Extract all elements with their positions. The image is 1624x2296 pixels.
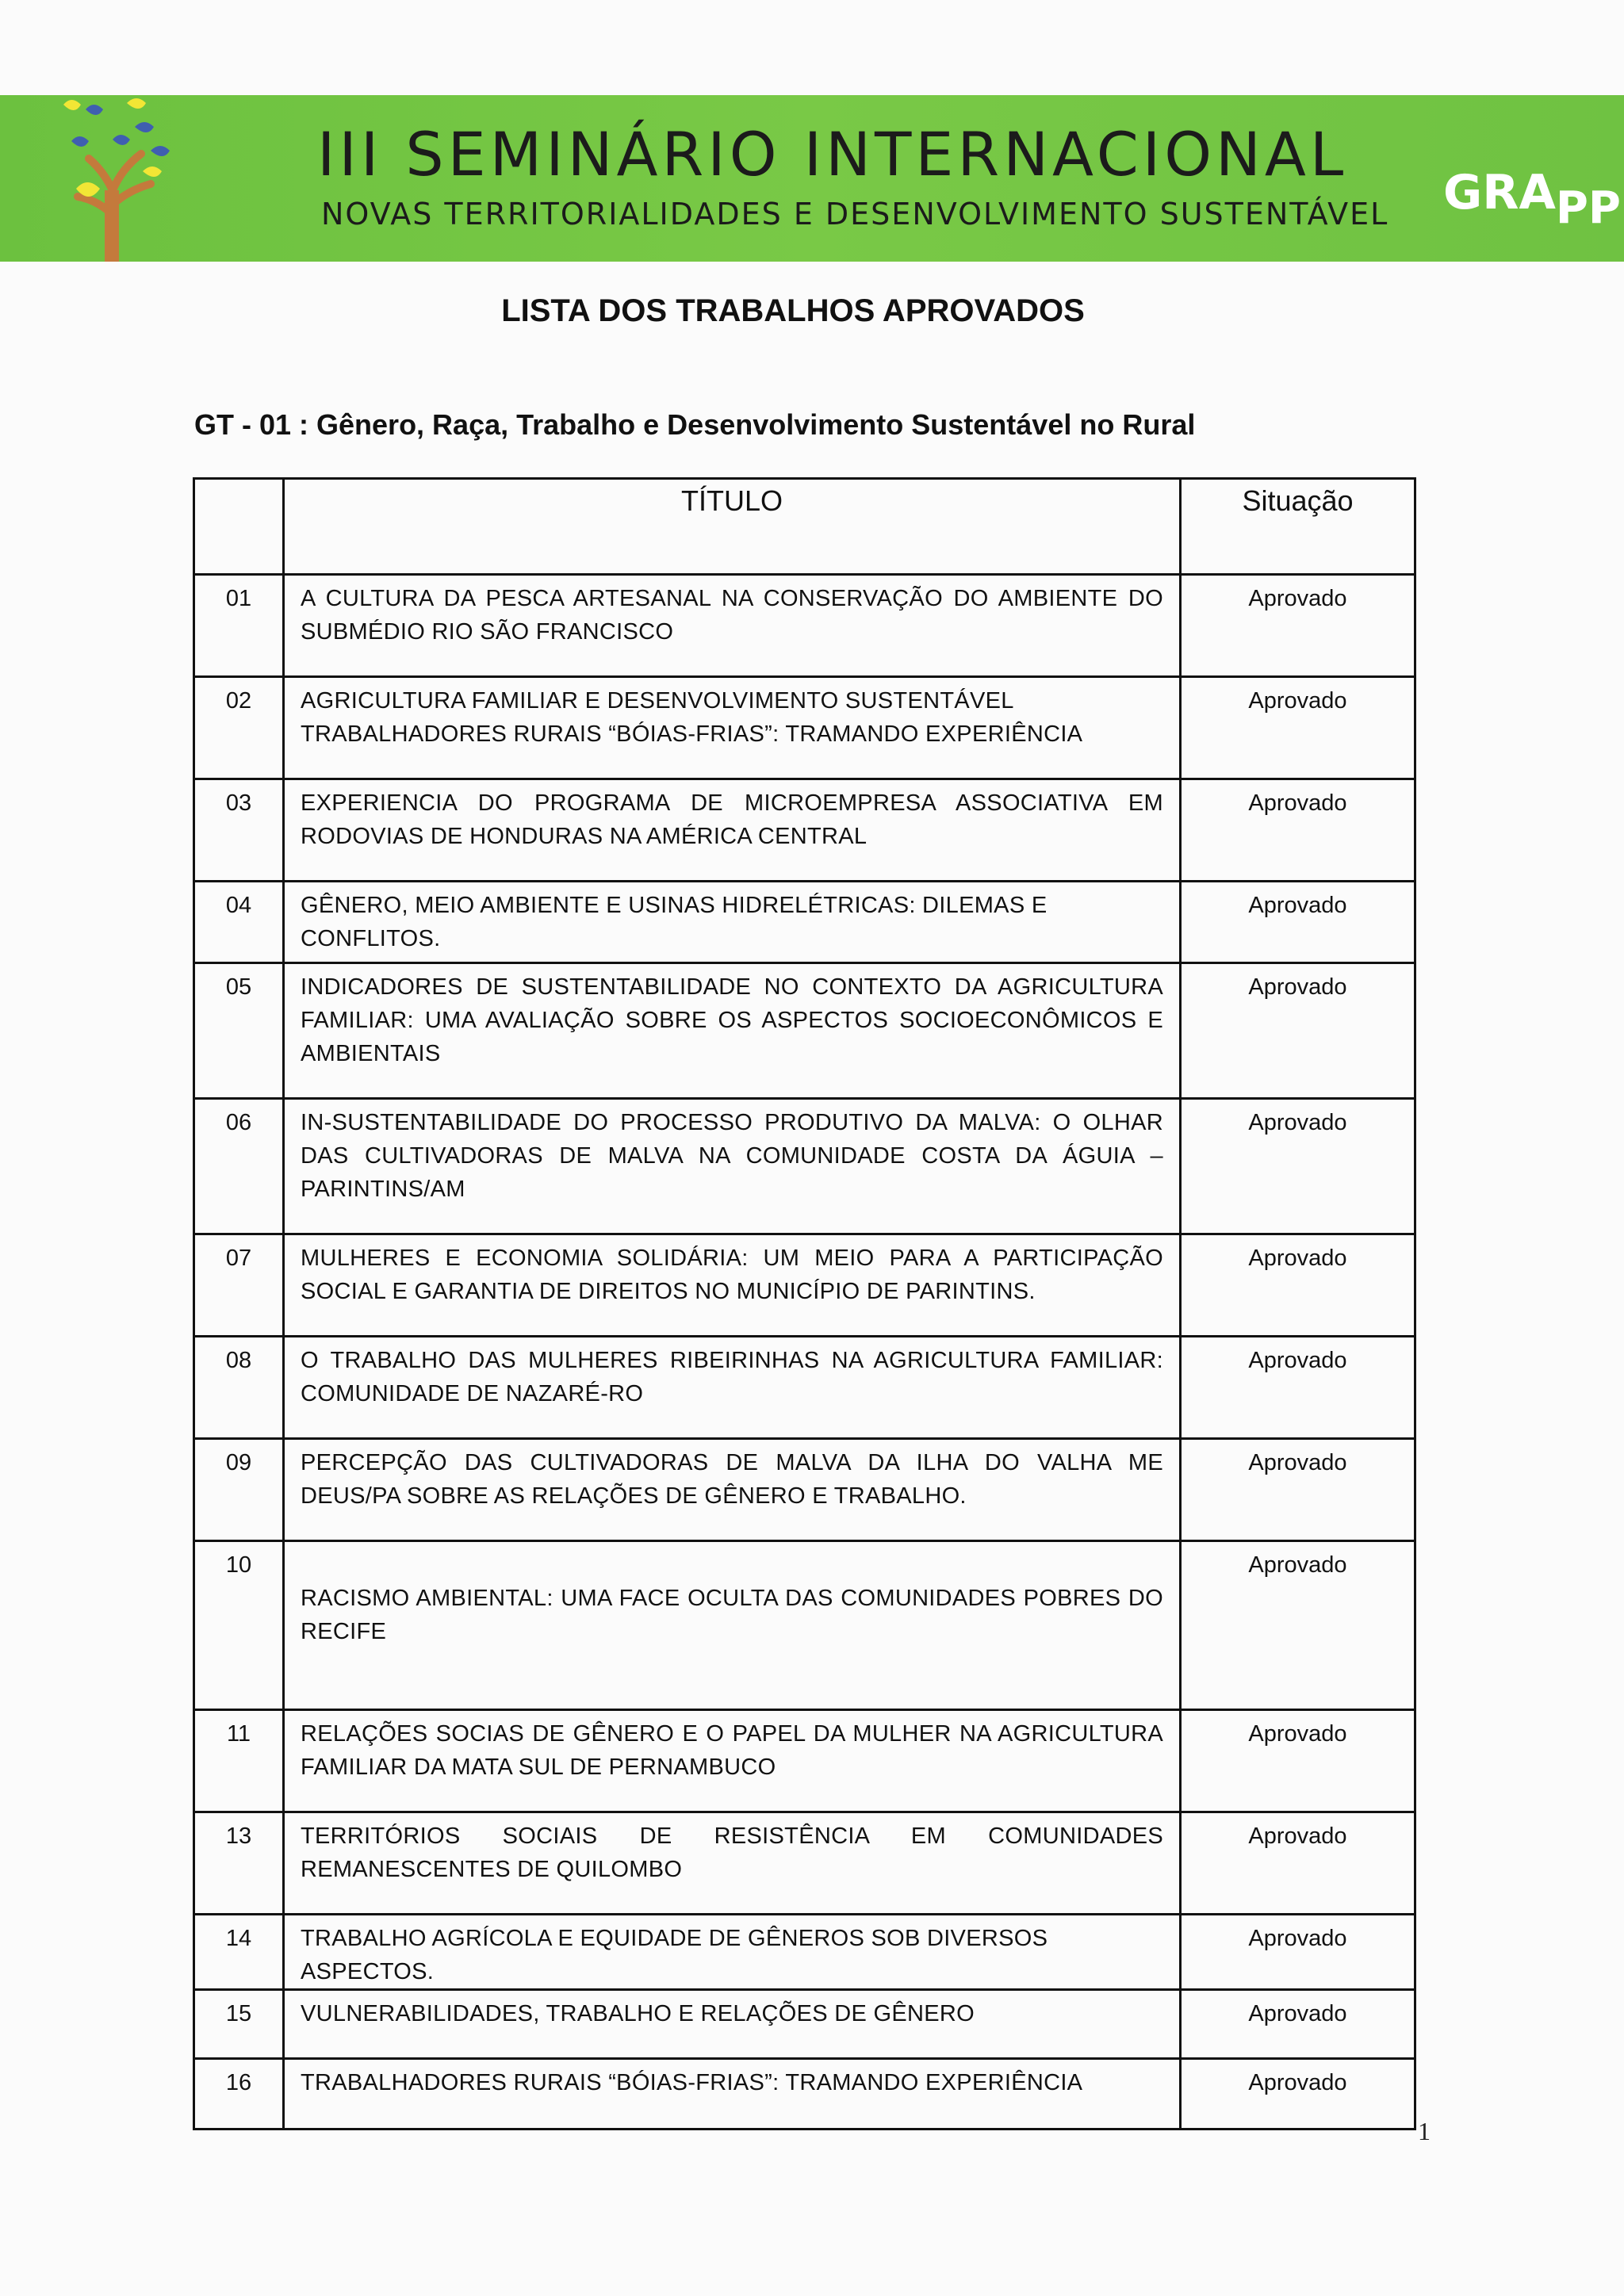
row-number: 01 <box>194 575 284 677</box>
table-row <box>194 1234 1415 1337</box>
row-number: 13 <box>194 1812 284 1915</box>
row-number: 07 <box>194 1234 284 1337</box>
row-number: 10 <box>194 1541 284 1710</box>
row-title: TERRITÓRIOS SOCIAIS DE RESISTÊNCIA EM COMUNIDADES REMANESCENTES DE QUILOMBO <box>284 1812 1181 1915</box>
table-row <box>194 1439 1415 1541</box>
approved-works-table <box>193 477 1416 2130</box>
table-row <box>194 1099 1415 1234</box>
table-row <box>194 2059 1415 2130</box>
row-number: 11 <box>194 1710 284 1812</box>
row-title: O TRABALHO DAS MULHERES RIBEIRINHAS NA AGRICULTURA FAMILIAR: COMUNIDADE DE NAZARÉ-RO <box>284 1337 1181 1439</box>
header-number <box>194 479 284 575</box>
seminar-title: III SEMINÁRIO INTERNACIONAL <box>317 119 1348 189</box>
page-number: 1 <box>1418 2117 1431 2145</box>
table-row <box>194 1812 1415 1915</box>
row-number: 09 <box>194 1439 284 1541</box>
header-banner <box>0 95 1624 262</box>
row-status: Aprovado <box>1181 677 1415 779</box>
row-status: Aprovado <box>1181 1234 1415 1337</box>
page-title: LISTA DOS TRABALHOS APROVADOS <box>501 293 1085 328</box>
row-status: Aprovado <box>1181 1915 1415 1990</box>
row-title: RACISMO AMBIENTAL: UMA FACE OCULTA DAS COMUNIDADES POBRES DO RECIFE <box>284 1541 1181 1710</box>
row-title: RELAÇÕES SOCIAS DE GÊNERO E O PAPEL DA MULHER NA AGRICULTURA FAMILIAR DA MATA SUL DE PERNAMBUCO <box>284 1710 1181 1812</box>
row-title: MULHERES E ECONOMIA SOLIDÁRIA: UM MEIO PARA A PARTICIPAÇÃO SOCIAL E GARANTIA DE DIREITOS NO MUNICÍPIO DE PARINTINS. <box>284 1234 1181 1337</box>
row-status: Aprovado <box>1181 963 1415 1099</box>
row-title: A CULTURA DA PESCA ARTESANAL NA CONSERVAÇÃO DO AMBIENTE DO SUBMÉDIO RIO SÃO FRANCISCO <box>284 575 1181 677</box>
row-number: 02 <box>194 677 284 779</box>
table-row <box>194 1990 1415 2059</box>
table-row <box>194 677 1415 779</box>
grapp-logo-pp: PP <box>1555 182 1621 234</box>
row-title-line: AGRICULTURA FAMILIAR E DESENVOLVIMENTO SUSTENTÁVEL <box>301 688 1014 714</box>
row-title <box>284 677 1181 779</box>
row-status: Aprovado <box>1181 1812 1415 1915</box>
row-status: Aprovado <box>1181 575 1415 677</box>
table-row <box>194 963 1415 1099</box>
row-title: VULNERABILIDADES, TRABALHO E RELAÇÕES DE GÊNERO <box>284 1990 1181 2059</box>
table-row <box>194 1337 1415 1439</box>
row-status: Aprovado <box>1181 1337 1415 1439</box>
group-heading: GT - 01 : Gênero, Raça, Trabalho e Desenvolvimento Sustentável no Rural <box>194 408 1196 441</box>
row-number: 03 <box>194 779 284 882</box>
row-number: 15 <box>194 1990 284 2059</box>
row-number: 16 <box>194 2059 284 2130</box>
table-row <box>194 1710 1415 1812</box>
row-number: 06 <box>194 1099 284 1234</box>
table-header-row <box>194 479 1415 575</box>
row-title: PERCEPÇÃO DAS CULTIVADORAS DE MALVA DA ILHA DO VALHA ME DEUS/PA SOBRE AS RELAÇÕES DE GÊNERO E TRABALHO. <box>284 1439 1181 1541</box>
row-status: Aprovado <box>1181 1710 1415 1812</box>
row-status: Aprovado <box>1181 1439 1415 1541</box>
row-number: 14 <box>194 1915 284 1990</box>
grapp-logo-gra: GRA <box>1443 165 1556 220</box>
row-title: EXPERIENCIA DO PROGRAMA DE MICROEMPRESA ASSOCIATIVA EM RODOVIAS DE HONDURAS NA AMÉRICA CENTRAL <box>284 779 1181 882</box>
row-number: 04 <box>194 882 284 963</box>
grapp-logo <box>1443 165 1621 260</box>
header-status: Situação <box>1181 479 1415 575</box>
table-row <box>194 882 1415 963</box>
row-number: 08 <box>194 1337 284 1439</box>
header-title: TÍTULO <box>284 479 1181 575</box>
table-row <box>194 1541 1415 1710</box>
row-title-line: TRABALHADORES RURAIS “BÓIAS-FRIAS”: TRAMANDO EXPERIÊNCIA <box>301 721 1083 747</box>
table-row <box>194 779 1415 882</box>
tree-logo-icon <box>40 95 174 262</box>
table-row <box>194 575 1415 677</box>
row-status: Aprovado <box>1181 1099 1415 1234</box>
table-row <box>194 1915 1415 1990</box>
row-title: GÊNERO, MEIO AMBIENTE E USINAS HIDRELÉTRICAS: DILEMAS E CONFLITOS. <box>284 882 1181 963</box>
row-status: Aprovado <box>1181 882 1415 963</box>
row-status: Aprovado <box>1181 1541 1415 1710</box>
row-number: 05 <box>194 963 284 1099</box>
row-title: TRABALHO AGRÍCOLA E EQUIDADE DE GÊNEROS SOB DIVERSOS ASPECTOS. <box>284 1915 1181 1990</box>
row-status: Aprovado <box>1181 2059 1415 2130</box>
seminar-subtitle: NOVAS TERRITORIALIDADES E DESENVOLVIMENTO SUSTENTÁVEL <box>321 197 1389 232</box>
row-status: Aprovado <box>1181 779 1415 882</box>
row-title: TRABALHADORES RURAIS “BÓIAS-FRIAS”: TRAMANDO EXPERIÊNCIA <box>284 2059 1181 2130</box>
row-title: IN-SUSTENTABILIDADE DO PROCESSO PRODUTIVO DA MALVA: O OLHAR DAS CULTIVADORAS DE MALVA NA COMUNIDADE COSTA DA ÁGUIA – PARINTINS/AM <box>284 1099 1181 1234</box>
row-status: Aprovado <box>1181 1990 1415 2059</box>
row-title: INDICADORES DE SUSTENTABILIDADE NO CONTEXTO DA AGRICULTURA FAMILIAR: UMA AVALIAÇÃO SOBRE OS ASPECTOS SOCIOECONÔMICOS E AMBIENTAIS <box>284 963 1181 1099</box>
